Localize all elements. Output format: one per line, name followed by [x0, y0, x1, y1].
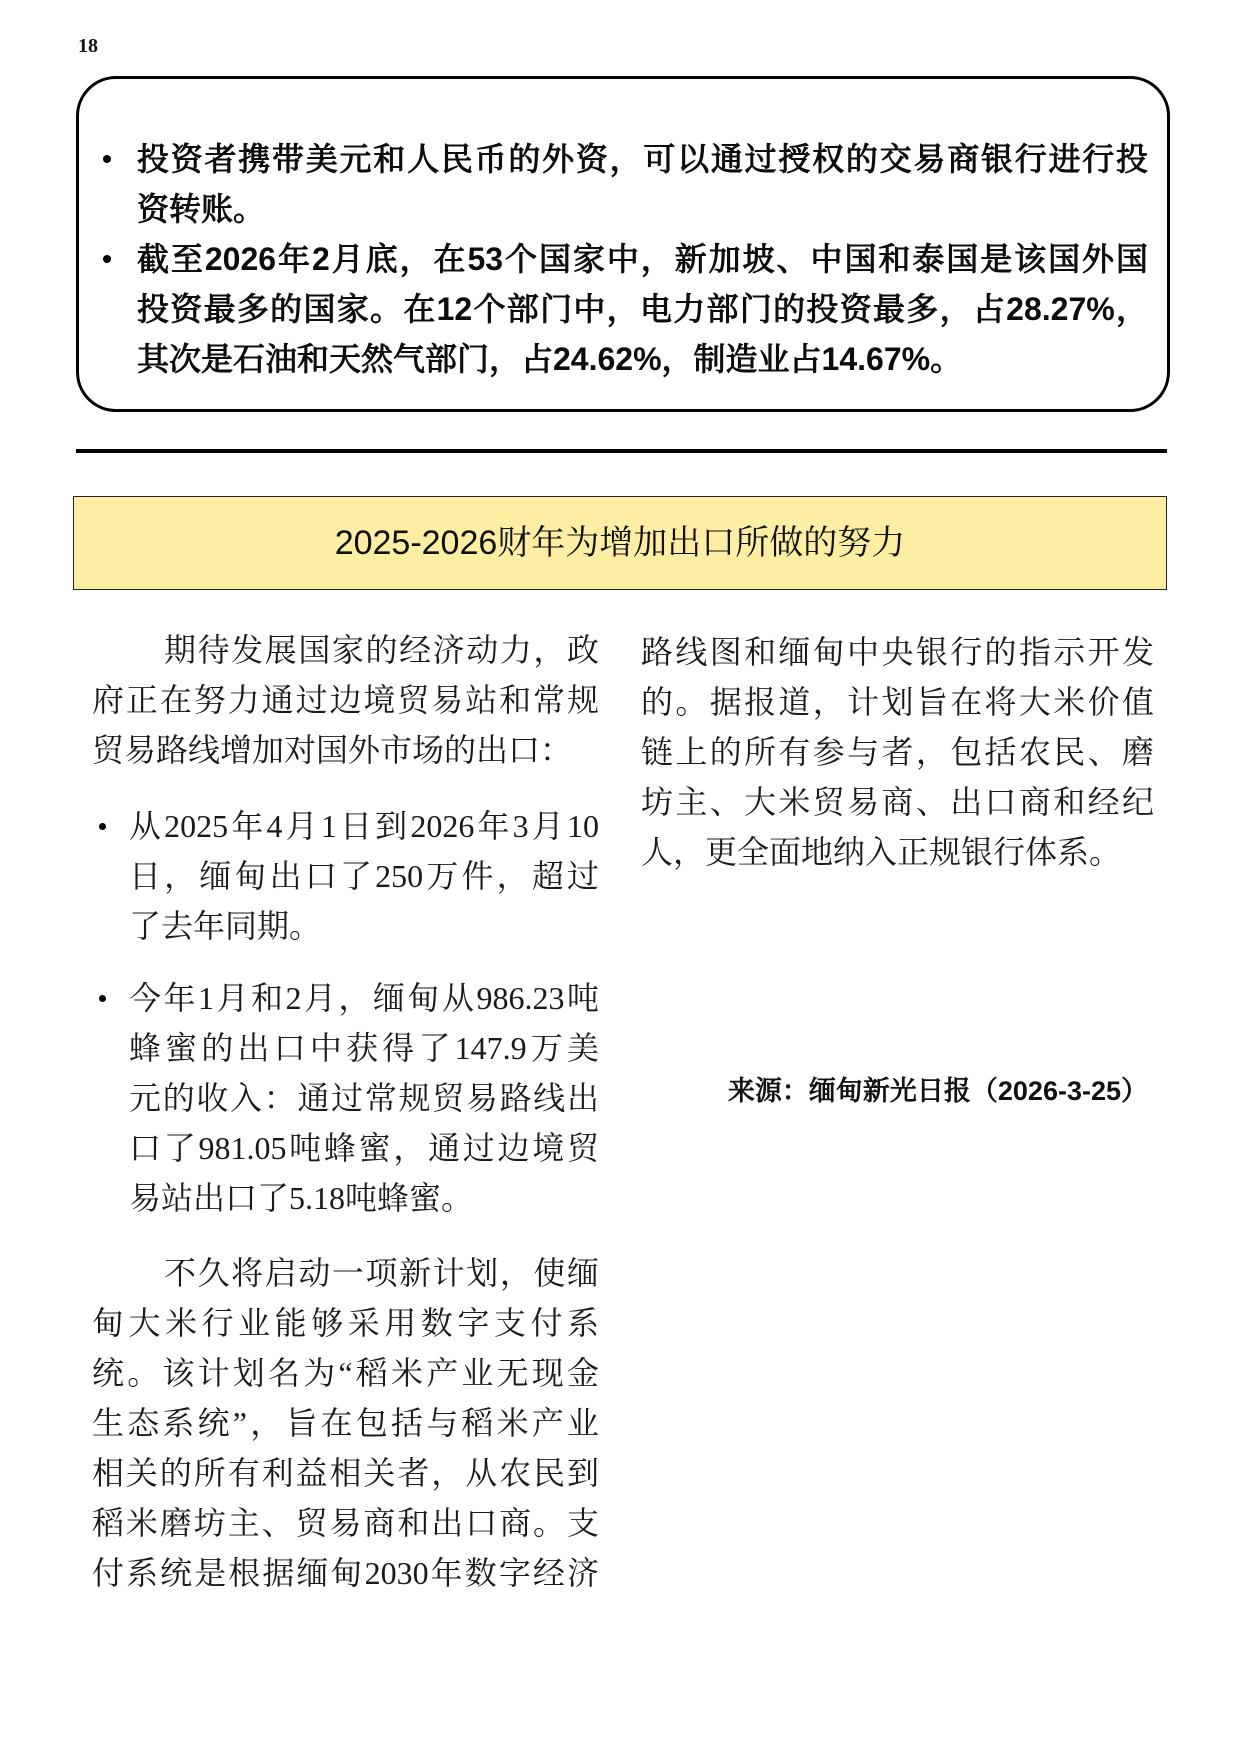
- paragraph-line: 人，更全面地纳入正规银行体系。: [641, 834, 1122, 870]
- paragraph-line: 蜂蜜的出口中获得了147.9万美: [129, 1030, 599, 1066]
- paragraph-line: 路线图和缅甸中央银行的指示开发: [641, 634, 1154, 670]
- paragraph-line: 投资者携带美元和人民币的外资，可以通过授权的交易商银行进行投: [137, 141, 1148, 177]
- divider-rule: [76, 449, 1167, 453]
- highlight-bullet-investment-stats: [137, 234, 1148, 384]
- paragraph-line: 截至2026年2月底，在53个国家中，新加坡、中国和泰国是该国外国: [137, 241, 1148, 277]
- rice-payment-paragraph: [92, 1248, 599, 1598]
- section-title: 2025-2026财年为增加出口所做的努力: [334, 524, 906, 562]
- right-column: [641, 627, 1154, 877]
- paragraph-line: 统。该计划名为“稻米产业无现金: [92, 1355, 599, 1391]
- left-column: [92, 625, 599, 1598]
- export-bullet-honey: [129, 973, 599, 1223]
- paragraph-line: 相关的所有利益相关者，从农民到: [92, 1455, 599, 1491]
- paragraph-line: 不久将启动一项新计划，使缅: [164, 1255, 599, 1291]
- bullet-dot-icon: [99, 823, 106, 830]
- paragraph-line: 从2025年4月1日到2026年3月10: [129, 808, 599, 844]
- section-title-band: [73, 496, 1167, 590]
- paragraph-line: 了去年同期。: [129, 908, 322, 944]
- paragraph-line: 资转账。: [137, 191, 266, 227]
- paragraph-line: 其次是石油和天然气部门，占24.62%，制造业占14.67%。: [137, 341, 963, 377]
- highlight-box-content: [137, 134, 1148, 384]
- paragraph-line: 的。据报道，计划旨在将大米价值: [641, 684, 1154, 720]
- continuation-paragraph: [641, 627, 1154, 877]
- paragraph-line: 链上的所有参与者，包括农民、磨: [641, 734, 1154, 770]
- paragraph-line: 坊主、大米贸易商、出口商和经纪: [641, 784, 1154, 820]
- paragraph-line: 口了981.05吨蜂蜜，通过边境贸: [129, 1130, 599, 1166]
- paragraph-line: 府正在努力通过边境贸易站和常规: [92, 682, 599, 718]
- source-citation: 来源：缅甸新光日报（2026-3-25）: [727, 1076, 1148, 1106]
- page-number: 18: [78, 35, 98, 57]
- paragraph-line: 付系统是根据缅甸2030年数字经济: [92, 1555, 599, 1591]
- paragraph-line: 元的收入：通过常规贸易路线出: [129, 1080, 599, 1116]
- paragraph-line: 生态系统”，旨在包括与稻米产业: [92, 1405, 599, 1441]
- paragraph-line: 期待发展国家的经济动力，政: [164, 632, 599, 668]
- export-bullet-shipments: [129, 801, 599, 951]
- intro-paragraph: [92, 625, 599, 775]
- paragraph-line: 易站出口了5.18吨蜂蜜。: [129, 1180, 474, 1216]
- highlight-bullet-investment-transfer: [137, 134, 1148, 234]
- paragraph-line: 日，缅甸出口了250万件，超过: [129, 858, 599, 894]
- paragraph-line: 投资最多的国家。在12个部门中，电力部门的投资最多，占28.27%，: [137, 291, 1148, 327]
- bullet-dot-icon: [99, 995, 106, 1002]
- bullet-dot-icon: [103, 155, 111, 163]
- bullet-dot-icon: [103, 255, 111, 263]
- paragraph-line: 贸易路线增加对国外市场的出口：: [92, 732, 573, 768]
- paragraph-line: 今年1月和2月，缅甸从986.23吨: [129, 980, 599, 1016]
- paragraph-line: 稻米磨坊主、贸易商和出口商。支: [92, 1505, 599, 1541]
- paragraph-line: 甸大米行业能够采用数字支付系: [92, 1305, 599, 1341]
